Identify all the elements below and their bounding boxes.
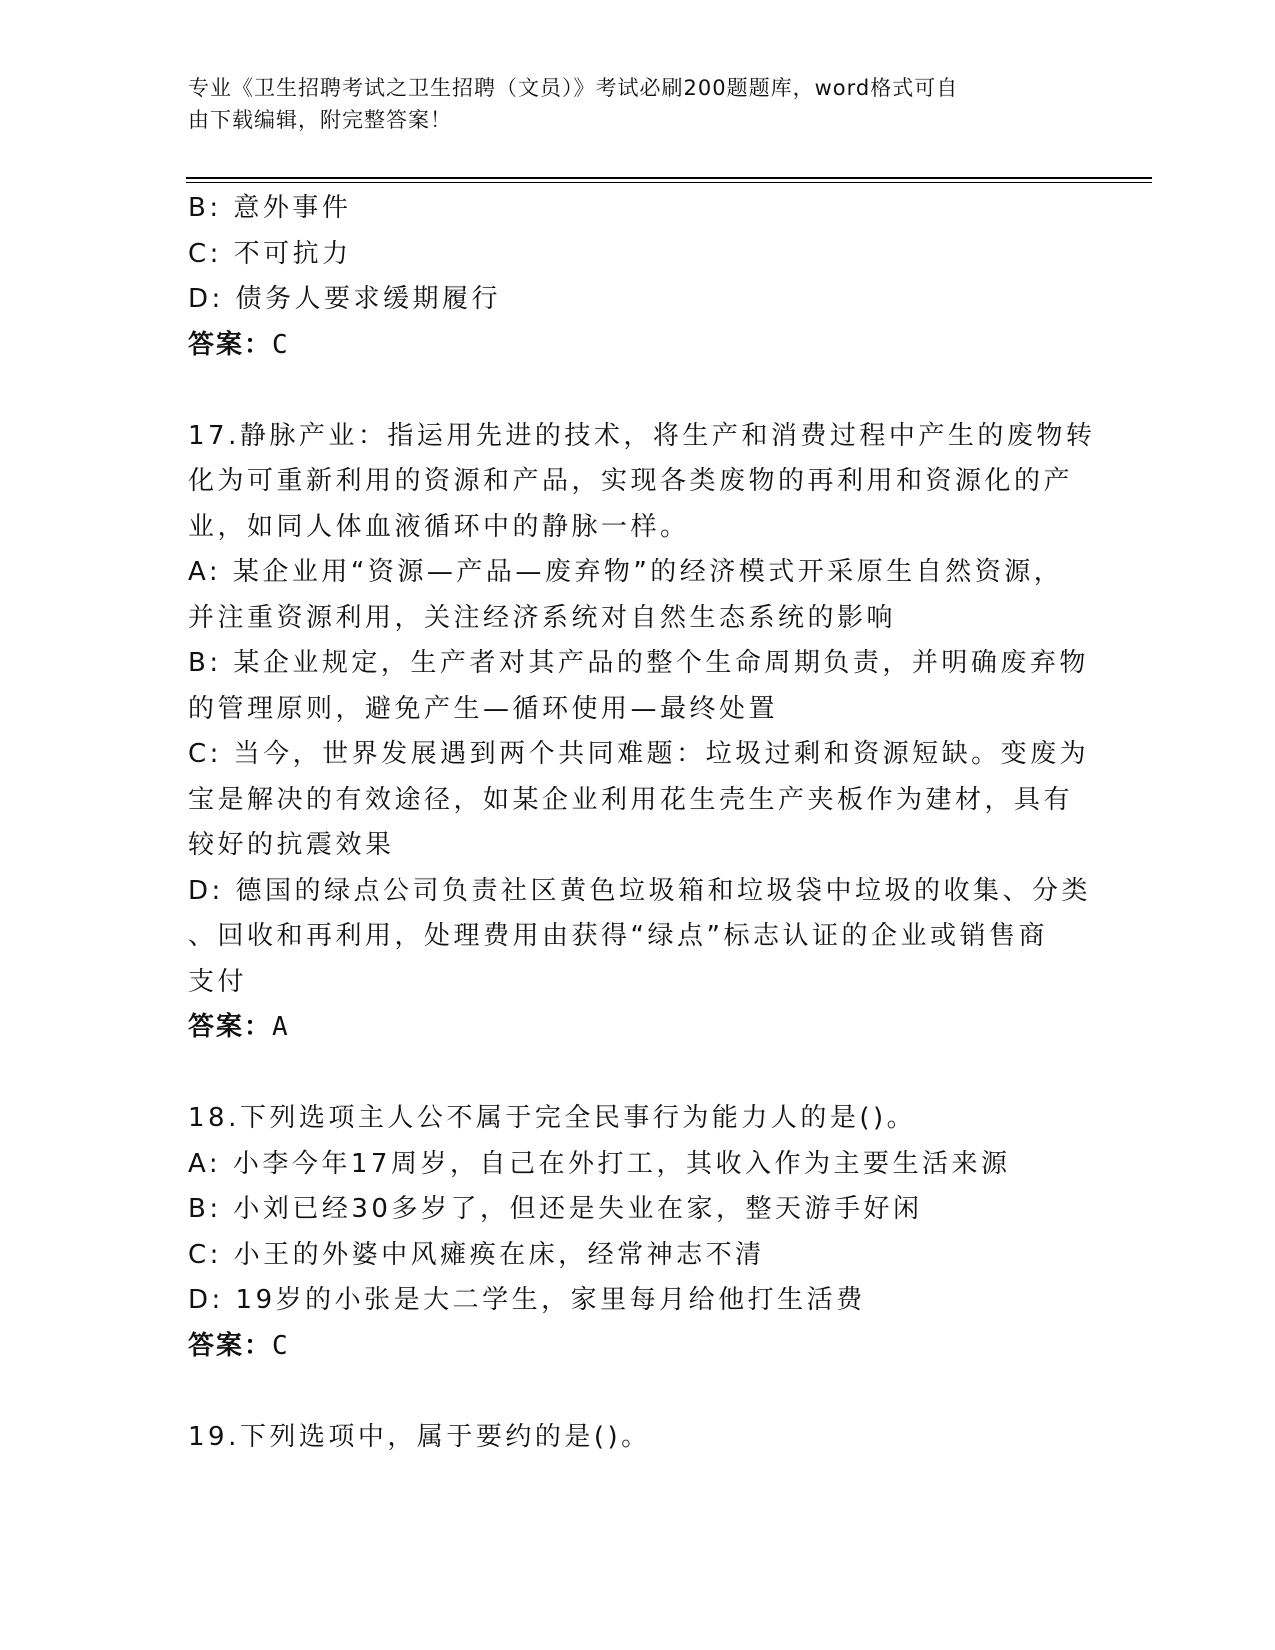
- question-stem: 19.下列选项中，属于要约的是()。: [188, 1421, 651, 1452]
- option-c-line: 宝是解决的有效途径，如某企业利用花生壳生产夹板作为建材，具有: [188, 784, 1074, 815]
- question-stem-line: 17.静脉产业：指运用先进的技术，将生产和消费过程中产生的废物转: [188, 420, 1096, 451]
- question-stem-line: 业，如同人体血液循环中的静脉一样。: [188, 511, 690, 542]
- option-a-line: A: 某企业用“资源—产品—废弃物”的经济模式开采原生自然资源，: [188, 557, 1064, 587]
- answer-line: [188, 1005, 1088, 1051]
- option-c-line: C: 当今，世界发展遇到两个共同难题：垃圾过剩和资源短缺。变废为: [188, 739, 1090, 769]
- option-a-line: 并注重资源利用，关注经济系统对自然生态系统的影响: [188, 602, 897, 633]
- answer-value: C: [272, 1330, 289, 1361]
- document-body: [188, 186, 1096, 1460]
- option-b-line: B: 某企业规定，生产者对其产品的整个生命周期负责，并明确废弃物: [188, 648, 1089, 678]
- answer-value: A: [272, 1012, 289, 1042]
- question-stem-line: 化为可重新利用的资源和产品，实现各类废物的再利用和资源化的产: [188, 466, 1074, 496]
- header-rule-thick: [186, 177, 1152, 179]
- question-17: [188, 414, 1096, 1051]
- option-c: C: 小王的外婆中风瘫痪在床，经常神志不清: [188, 1239, 765, 1270]
- header-line-2: 由下载编辑，附完整答案！: [188, 108, 452, 132]
- option-b: B: 意外事件: [188, 193, 352, 223]
- option-b-line: 的管理原则，避免产生—循环使用—最终处置: [188, 693, 779, 724]
- question-16-tail: [188, 186, 1088, 368]
- answer-line: [188, 1324, 1088, 1370]
- question-stem: 18.下列选项主人公不属于完全民事行为能力人的是()。: [188, 1103, 917, 1133]
- spacer: [188, 1051, 1088, 1097]
- answer-label: 答案：: [188, 1012, 273, 1042]
- question-18: [188, 1096, 1088, 1369]
- option-a: A: 小李今年17周岁，自己在外打工，其收入作为主要生活来源: [188, 1148, 1011, 1179]
- answer-label: 答案：: [188, 1330, 273, 1361]
- option-d-line: 支付: [188, 966, 248, 997]
- spacer: [188, 368, 1088, 414]
- option-d: D: 债务人要求缓期履行: [188, 284, 502, 314]
- answer-label: 答案：: [188, 329, 273, 360]
- header-rule-thin: [186, 182, 1152, 183]
- option-d-line: D: 德国的绿点公司负责社区黄色垃圾箱和垃圾袋中垃圾的收集、分类: [188, 875, 1092, 906]
- option-b: B: 小刘已经30多岁了，但还是失业在家，整天游手好闲: [188, 1194, 923, 1224]
- option-c: C: 不可抗力: [188, 238, 352, 269]
- answer-line: [188, 323, 1088, 369]
- option-c-line: 较好的抗震效果: [188, 830, 395, 860]
- spacer: [188, 1369, 1088, 1415]
- document-header: [188, 72, 1068, 136]
- option-d: D: 19岁的小张是大二学生，家里每月给他打生活费: [188, 1285, 866, 1315]
- answer-value: C: [272, 329, 289, 360]
- question-19: [188, 1415, 1088, 1461]
- option-d-line: 、回收和再利用，处理费用由获得“绿点”标志认证的企业或销售商: [188, 921, 1048, 951]
- header-line-1: 专业《卫生招聘考试之卫生招聘（文员）》考试必刷200题题库，word格式可自: [188, 76, 959, 100]
